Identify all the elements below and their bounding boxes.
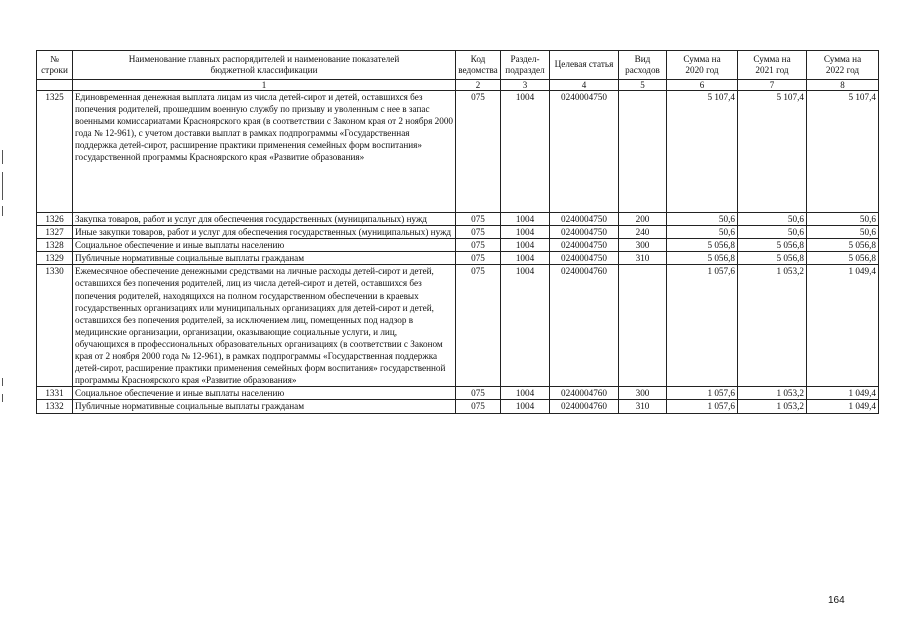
- row-number: 1332: [37, 400, 73, 413]
- header-sum-2020: Сумма на 2020 год: [667, 51, 738, 80]
- expense-type: 310: [619, 400, 667, 413]
- column-number-row: [37, 80, 879, 91]
- row-number: 1329: [37, 252, 73, 265]
- dept-code: 075: [456, 265, 501, 387]
- header-target-item: Целевая статья: [550, 51, 619, 80]
- table-row: [37, 400, 879, 413]
- sum-2020: 50,6: [667, 213, 738, 226]
- sum-2022: 1 049,4: [807, 400, 879, 413]
- dept-code: 075: [456, 239, 501, 252]
- sum-2022: 5 107,4: [807, 91, 879, 213]
- section-code: 1004: [501, 387, 550, 400]
- header-sum-2021: Сумма на 2021 год: [738, 51, 807, 80]
- table-row: [37, 226, 879, 239]
- sum-2022: 50,6: [807, 213, 879, 226]
- row-number: 1327: [37, 226, 73, 239]
- column-number: [37, 80, 73, 91]
- table-row: [37, 239, 879, 252]
- sum-2020: 1 057,6: [667, 387, 738, 400]
- sum-2021: 50,6: [738, 213, 807, 226]
- section-code: 1004: [501, 226, 550, 239]
- sum-2021: 50,6: [738, 226, 807, 239]
- table-row: [37, 91, 879, 213]
- dept-code: 075: [456, 400, 501, 413]
- sum-2021: 5 056,8: [738, 252, 807, 265]
- sum-2022: 1 049,4: [807, 265, 879, 387]
- binder-mark: [2, 150, 3, 164]
- row-number: 1325: [37, 91, 73, 213]
- expense-type: [619, 265, 667, 387]
- sum-2021: 1 053,2: [738, 387, 807, 400]
- header-section: Раздел- подраздел: [501, 51, 550, 80]
- sum-2022: 5 056,8: [807, 252, 879, 265]
- section-code: 1004: [501, 213, 550, 226]
- target-code: 0240004750: [550, 252, 619, 265]
- table-row: [37, 265, 879, 387]
- dept-code: 075: [456, 387, 501, 400]
- row-number: 1330: [37, 265, 73, 387]
- dept-code: 075: [456, 213, 501, 226]
- sum-2020: 5 056,8: [667, 252, 738, 265]
- target-code: 0240004760: [550, 387, 619, 400]
- sum-2020: 50,6: [667, 226, 738, 239]
- expense-type: 300: [619, 239, 667, 252]
- row-name: Публичные нормативные социальные выплаты гражданам: [73, 400, 456, 413]
- section-code: 1004: [501, 400, 550, 413]
- dept-code: 075: [456, 252, 501, 265]
- row-number: 1326: [37, 213, 73, 226]
- target-code: 0240004750: [550, 226, 619, 239]
- column-number: 3: [501, 80, 550, 91]
- table-row: [37, 252, 879, 265]
- column-number: 6: [667, 80, 738, 91]
- target-code: 0240004750: [550, 213, 619, 226]
- dept-code: 075: [456, 226, 501, 239]
- column-number: 4: [550, 80, 619, 91]
- row-name: Иные закупки товаров, работ и услуг для обеспечения государственных (муниципальных) нужд: [73, 226, 456, 239]
- section-code: 1004: [501, 239, 550, 252]
- section-code: 1004: [501, 252, 550, 265]
- row-name: Ежемесячное обеспечение денежными средствами на личные расходы детей-сирот и детей, оставшихся без попечения родителей, лиц из числа детей-сирот и детей, оставшихся без попечения родителей, находящихся на полном государственном обеспечении в краевых государственных организациях или муниципальных организациях для детей-сирот и детей, оставшихся без попечения родителей, за исключением лиц, помещенных под надзор в медицинские организации, организации, оказывающие социальные услуги, и лиц, обучающихся в профессиональных образовательных организациях (в соответствии с Законом края от 2 ноября 2000 года № 12-961), в рамках подпрограммы «Государственная поддержка детей-сирот, расширение практики применения семейных форм воспитания» государственной программы Красноярского края «Развитие образования»: [73, 265, 456, 387]
- header-expense-type: Вид расходов: [619, 51, 667, 80]
- sum-2022: 50,6: [807, 226, 879, 239]
- sum-2021: 5 107,4: [738, 91, 807, 213]
- header-row-number: № строки: [37, 51, 73, 80]
- sum-2020: 5 107,4: [667, 91, 738, 213]
- column-number: 1: [73, 80, 456, 91]
- target-code: 0240004760: [550, 265, 619, 387]
- row-name: Единовременная денежная выплата лицам из числа детей-сирот и детей, оставшихся без попечения родителей, прошедшим военную службу по призыву и уволенным с нее в запас военными комиссариатами Красноярского края (в соответствии с Законом края от 2 ноября 2000 года № 12-961), с учетом доставки выплат в рамках подпрограммы «Государственная поддержка детей-сирот, расширение практики применения семейных форм воспитания» государственной программы Красноярского края «Развитие образования»: [73, 91, 456, 213]
- row-number: 1331: [37, 387, 73, 400]
- sum-2021: 1 053,2: [738, 400, 807, 413]
- column-number: 5: [619, 80, 667, 91]
- dept-code: 075: [456, 91, 501, 213]
- page-number: 164: [828, 595, 845, 606]
- row-name: Публичные нормативные социальные выплаты гражданам: [73, 252, 456, 265]
- column-number: 7: [738, 80, 807, 91]
- sum-2022: 5 056,8: [807, 239, 879, 252]
- header-name: Наименование главных распорядителей и наименование показателей бюджетной классификации: [73, 51, 456, 80]
- row-name: Социальное обеспечение и иные выплаты населению: [73, 239, 456, 252]
- sum-2020: 1 057,6: [667, 400, 738, 413]
- section-code: 1004: [501, 265, 550, 387]
- budget-table: [36, 50, 879, 414]
- sum-2020: 1 057,6: [667, 265, 738, 387]
- expense-type: 200: [619, 213, 667, 226]
- column-number: 8: [807, 80, 879, 91]
- target-code: 0240004750: [550, 91, 619, 213]
- table-header-row: [37, 51, 879, 80]
- binder-mark: [2, 394, 3, 402]
- row-number: 1328: [37, 239, 73, 252]
- sum-2022: 1 049,4: [807, 387, 879, 400]
- sum-2020: 5 056,8: [667, 239, 738, 252]
- binder-mark: [2, 172, 3, 200]
- sum-2021: 1 053,2: [738, 265, 807, 387]
- target-code: 0240004760: [550, 400, 619, 413]
- expense-type: 300: [619, 387, 667, 400]
- row-name: Социальное обеспечение и иные выплаты населению: [73, 387, 456, 400]
- sum-2021: 5 056,8: [738, 239, 807, 252]
- header-dept-code: Код ведомства: [456, 51, 501, 80]
- binder-mark: [2, 378, 3, 386]
- column-number: 2: [456, 80, 501, 91]
- row-name: Закупка товаров, работ и услуг для обеспечения государственных (муниципальных) нужд: [73, 213, 456, 226]
- section-code: 1004: [501, 91, 550, 213]
- table-row: [37, 213, 879, 226]
- expense-type: 310: [619, 252, 667, 265]
- expense-type: [619, 91, 667, 213]
- binder-mark: [2, 206, 3, 216]
- target-code: 0240004750: [550, 239, 619, 252]
- header-sum-2022: Сумма на 2022 год: [807, 51, 879, 80]
- table-row: [37, 387, 879, 400]
- expense-type: 240: [619, 226, 667, 239]
